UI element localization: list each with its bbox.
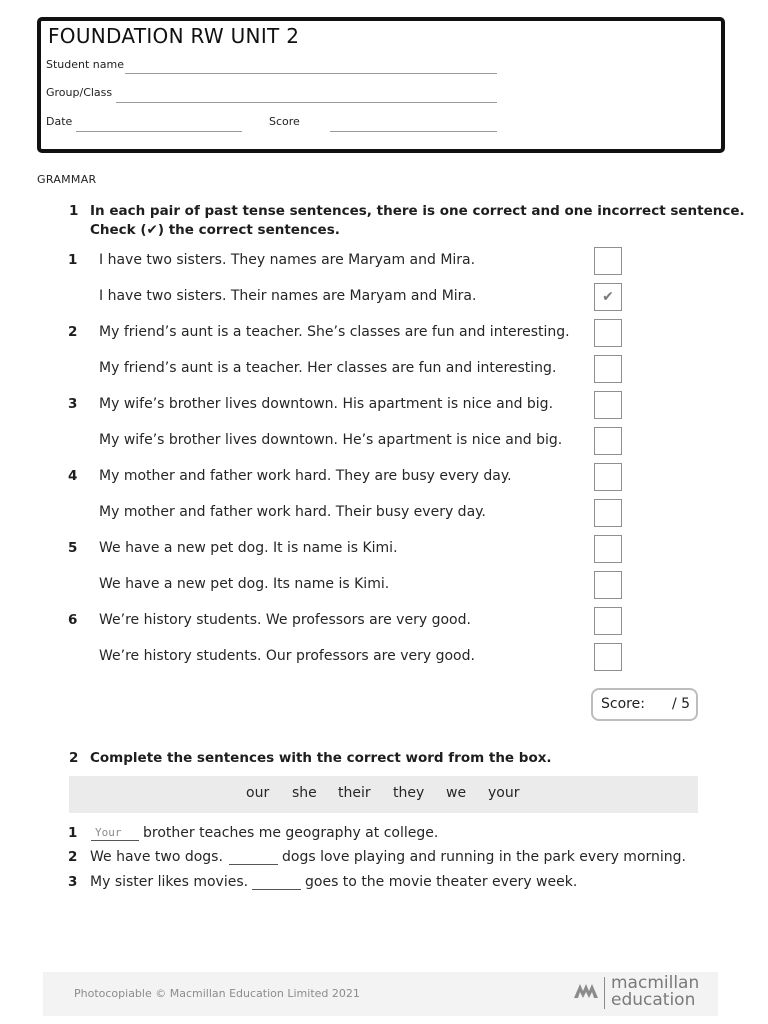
word-option: their bbox=[338, 785, 371, 801]
sentence-row bbox=[0, 607, 768, 637]
footer bbox=[43, 972, 718, 1016]
sentence-row bbox=[0, 499, 768, 529]
sentence-before: We have two dogs. bbox=[90, 849, 223, 865]
checkbox[interactable] bbox=[594, 355, 622, 383]
sentence-text: My wife’s brother lives downtown. He’s apartment is nice and big. bbox=[99, 432, 563, 448]
instruction-line-1: In each pair of past tense sentences, there is one correct and one incorrect sentence. bbox=[90, 203, 745, 219]
logo-line-2: education bbox=[611, 990, 696, 1010]
score-box-label: Score: bbox=[601, 696, 645, 712]
word-option: we bbox=[446, 785, 467, 801]
sentence-row bbox=[0, 427, 768, 457]
sentence-row bbox=[0, 355, 768, 385]
date-field[interactable] bbox=[76, 131, 242, 132]
sentence-row bbox=[0, 247, 768, 277]
sentence-text: We’re history students. Our professors are very good. bbox=[99, 648, 475, 664]
instruction-text: Complete the sentences with the correct word from the box. bbox=[90, 750, 552, 766]
item-number: 1 bbox=[68, 825, 78, 841]
item-number: 3 bbox=[68, 396, 78, 412]
sentence-text: We have a new pet dog. Its name is Kimi. bbox=[99, 576, 390, 592]
sentence-before: My sister likes movies. bbox=[90, 874, 249, 890]
sentence-row bbox=[0, 571, 768, 601]
item-number: 5 bbox=[68, 540, 78, 556]
example-answer: Your bbox=[95, 826, 122, 839]
word-option: our bbox=[246, 785, 270, 801]
sentence-text: My mother and father work hard. They are busy every day. bbox=[99, 468, 512, 484]
student-name-field[interactable] bbox=[125, 73, 497, 74]
answer-blank[interactable] bbox=[229, 864, 278, 865]
student-name-label: Student name bbox=[46, 58, 124, 71]
word-option: they bbox=[393, 785, 425, 801]
sentence-row bbox=[0, 391, 768, 421]
answer-blank[interactable] bbox=[252, 889, 301, 890]
checkbox[interactable] bbox=[594, 247, 622, 275]
item-number: 3 bbox=[68, 874, 78, 890]
fill-row bbox=[0, 874, 768, 896]
sentence-row bbox=[0, 463, 768, 493]
checkbox[interactable] bbox=[594, 319, 622, 347]
checkbox[interactable] bbox=[594, 427, 622, 455]
sentence-after: dogs love playing and running in the park every morning. bbox=[282, 849, 686, 865]
checkbox[interactable] bbox=[594, 499, 622, 527]
answer-blank[interactable] bbox=[91, 840, 139, 841]
sentence-row bbox=[0, 283, 768, 313]
sentence-text: My friend’s aunt is a teacher. Her classes are fun and interesting. bbox=[99, 360, 557, 376]
word-box bbox=[69, 776, 698, 813]
score-box bbox=[591, 688, 698, 721]
score-box-total: / 5 bbox=[672, 696, 691, 712]
instruction-line-2: Check (✔) the correct sentences. bbox=[90, 222, 340, 238]
checkbox[interactable] bbox=[594, 607, 622, 635]
group-class-field[interactable] bbox=[116, 102, 497, 103]
score-field[interactable] bbox=[330, 131, 497, 132]
word-option: your bbox=[488, 785, 520, 801]
logo-divider bbox=[604, 977, 605, 1009]
checkbox[interactable] bbox=[594, 571, 622, 599]
sentence-row bbox=[0, 535, 768, 565]
copyright-text: Photocopiable © Macmillan Education Limited 2021 bbox=[74, 987, 360, 1000]
date-label: Date bbox=[46, 115, 73, 128]
item-number: 2 bbox=[68, 324, 78, 340]
exercise-number: 2 bbox=[69, 750, 79, 766]
sentence-text: We’re history students. We professors are very good. bbox=[99, 612, 471, 628]
item-number: 4 bbox=[68, 468, 78, 484]
exercise-number: 1 bbox=[69, 203, 79, 219]
item-number: 1 bbox=[68, 252, 78, 268]
macmillan-logo-icon bbox=[573, 978, 599, 1002]
checkbox[interactable] bbox=[594, 463, 622, 491]
section-label: GRAMMAR bbox=[37, 173, 97, 186]
sentence-after: brother teaches me geography at college. bbox=[143, 825, 439, 841]
logo-line-1: macmillan bbox=[611, 973, 700, 993]
checkbox[interactable] bbox=[594, 535, 622, 563]
item-number: 6 bbox=[68, 612, 78, 628]
sentence-text: We have a new pet dog. It is name is Kimi. bbox=[99, 540, 398, 556]
sentence-text: I have two sisters. They names are Maryam and Mira. bbox=[99, 252, 476, 268]
score-label: Score bbox=[269, 115, 300, 128]
publisher-logo bbox=[611, 975, 699, 1009]
group-class-label: Group/Class bbox=[46, 86, 113, 99]
checkbox-checked[interactable]: ✔ bbox=[594, 283, 622, 311]
sentence-after: goes to the movie theater every week. bbox=[305, 874, 578, 890]
sentence-text: My mother and father work hard. Their busy every day. bbox=[99, 504, 486, 520]
checkbox[interactable] bbox=[594, 391, 622, 419]
header-box bbox=[37, 17, 725, 153]
sentence-row bbox=[0, 319, 768, 349]
sentence-row bbox=[0, 643, 768, 673]
sentence-text: My friend’s aunt is a teacher. She’s classes are fun and interesting. bbox=[99, 324, 570, 340]
sentence-text: I have two sisters. Their names are Maryam and Mira. bbox=[99, 288, 477, 304]
fill-row bbox=[0, 825, 768, 847]
fill-row bbox=[0, 849, 768, 871]
item-number: 2 bbox=[68, 849, 78, 865]
checkbox[interactable] bbox=[594, 643, 622, 671]
word-option: she bbox=[292, 785, 317, 801]
document-title: FOUNDATION RW UNIT 2 bbox=[48, 24, 300, 48]
sentence-text: My wife’s brother lives downtown. His apartment is nice and big. bbox=[99, 396, 554, 412]
